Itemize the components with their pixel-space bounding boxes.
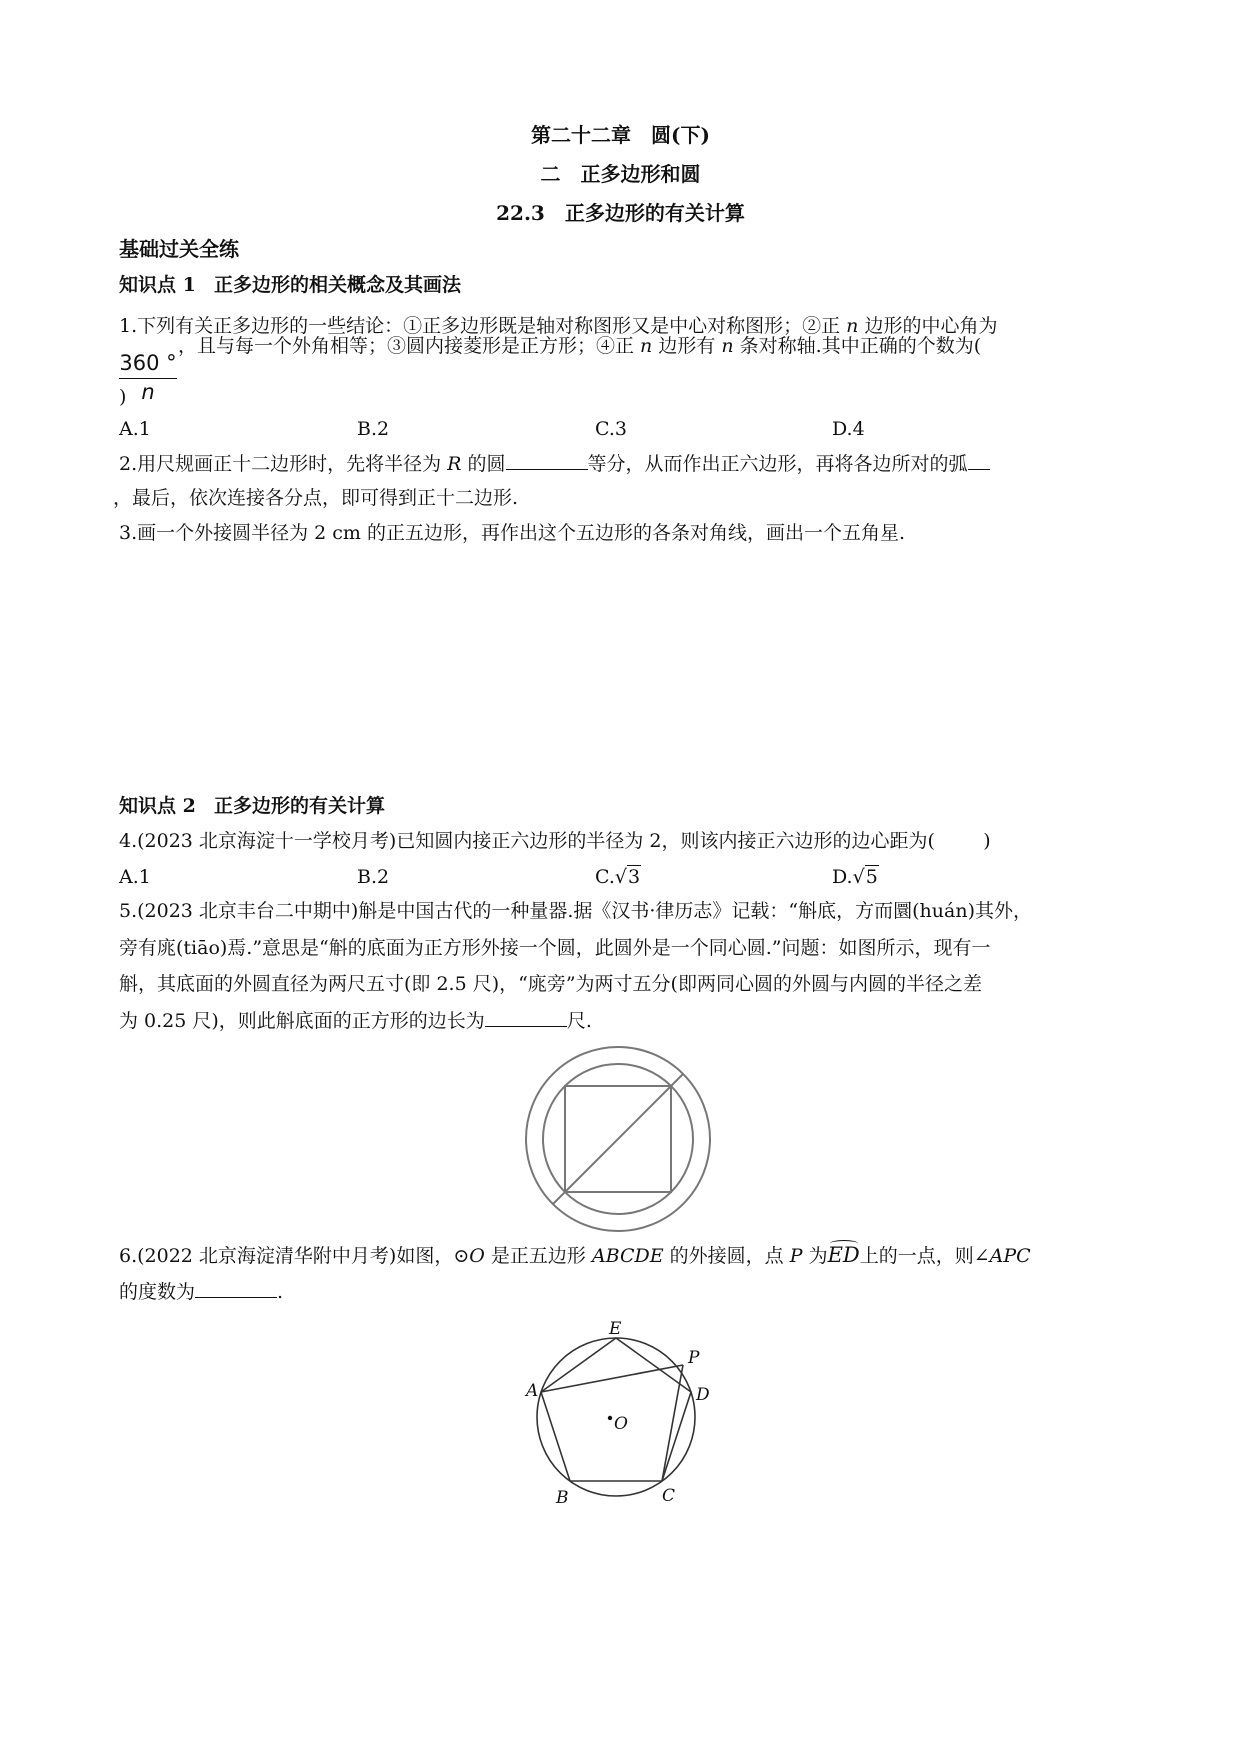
q2-text-a: 2.用尺规画正十二边形时，先将半径为 [119, 453, 448, 475]
practice-title: 基础过关全练 [119, 237, 239, 261]
kp1-label: 知识点 1 [119, 274, 196, 296]
section-title: 二 正多边形和圆 [540, 162, 701, 186]
segment-ap [541, 1365, 683, 1392]
q6-text-a: 6.(2022 北京海淀清华附中月考)如图，⊙ [119, 1245, 470, 1267]
q1-option-a[interactable]: A.1 [119, 418, 151, 440]
q5-line1: 5.(2023 北京丰台二中期中)斛是中国古代的一种量器.据《汉书·律历志》记载：“斛底，方而圜(huán)其外， [119, 900, 1033, 922]
hu-measure-figure [524, 1045, 712, 1233]
q1-text-b: 边形的中心角为 [858, 315, 998, 337]
chapter-title: 第二十二章 圆(下) [531, 123, 710, 147]
q6-text-f: 的度数为 [119, 1281, 196, 1303]
q6-answer-blank[interactable] [195, 1279, 277, 1298]
q1-line2 [178, 334, 981, 358]
q4-text [119, 829, 991, 853]
arc-label: ED [827, 1243, 860, 1267]
label-d: D [696, 1385, 710, 1405]
q2-text-b: 的圆 [461, 453, 506, 475]
center-point [608, 1416, 612, 1420]
knowledge-point-1 [119, 273, 461, 297]
pentagon-abcde [541, 1338, 691, 1481]
label-p: P [688, 1348, 700, 1368]
q3-text: 3.画一个外接圆半径为 2 cm 的正五边形，再作出这个五边形的各条对角线，画出一个五角星. [119, 522, 906, 544]
q6-line1 [119, 1243, 1031, 1268]
q1-var-n: n [846, 315, 859, 337]
q5-text-a: 为 0.25 尺)，则此斛底面的正方形的边长为 [119, 1010, 485, 1032]
fraction-360-over-n [119, 351, 177, 404]
q1-text-c: ，且与每一个外角相等；③圆内接菱形是正方形；④正 [178, 335, 641, 357]
arc-mark-icon [830, 1240, 858, 1247]
q6-var-abcde: ABCDE [591, 1245, 664, 1267]
q4-option-c[interactable] [595, 865, 641, 889]
q2-line2: ，最后，依次连接各分点，即可得到正十二边形. [113, 487, 519, 509]
q6-line2 [119, 1279, 283, 1304]
q6-var-o: O [469, 1245, 485, 1267]
q2-blank-2[interactable] [968, 451, 990, 470]
q6-var-apc: APC [989, 1245, 1031, 1267]
q5-answer-blank[interactable] [485, 1008, 567, 1027]
arc-ed [828, 1243, 860, 1268]
subsection-title: 22.3 正多边形的有关计算 [496, 201, 745, 225]
q2-line1 [119, 451, 990, 476]
q4-close-paren: ) [983, 830, 991, 852]
q6-var-p: P [789, 1245, 803, 1267]
kp1-title: 正多边形的相关概念及其画法 [213, 274, 461, 296]
q1-text-e: 条对称轴.其中正确的个数为( [733, 335, 982, 357]
q1-close-paren: ) [119, 386, 127, 408]
q4-option-d-prefix: D. [832, 866, 853, 888]
label-c: C [662, 1486, 676, 1506]
q1-option-c[interactable]: C.3 [595, 418, 627, 440]
knowledge-point-2 [119, 794, 385, 818]
label-o: O [614, 1414, 628, 1434]
q6-text-c: 的外接圆，点 [663, 1245, 790, 1267]
q4-option-a[interactable]: A.1 [119, 866, 151, 888]
sqrt-icon: √3 [614, 866, 641, 888]
q2-text-c: 等分，从而作出正六边形，再将各边所对的弧 [587, 453, 968, 475]
q1-var-n3: n [721, 335, 734, 357]
q5-text-b: 尺. [566, 1010, 592, 1032]
q1-text-a: 1.下列有关正多边形的一些结论：①正多边形既是轴对称图形又是中心对称图形；②正 [119, 315, 847, 337]
q6-text-d: 为 [802, 1245, 828, 1267]
q5-line2: 旁有庣(tiāo)焉.”意思是“斛的底面为正方形外接一个圆，此圆外是一个同心圆.”问题：如图所示，现有一 [119, 937, 991, 959]
q1-option-d[interactable]: D.4 [832, 418, 865, 440]
fraction-denominator: n [141, 380, 155, 404]
label-b: B [556, 1488, 569, 1508]
fraction-numerator: 360 ° [119, 351, 177, 379]
kp2-label: 知识点 2 [119, 795, 196, 817]
label-e: E [609, 1320, 622, 1339]
q6-text-b: 是正五边形 [484, 1245, 592, 1267]
q6-text-g: . [277, 1281, 284, 1303]
q1-text-d: 边形有 [652, 335, 722, 357]
q4-option-c-radicand: 3 [628, 866, 641, 888]
q1-var-n2: n [640, 335, 653, 357]
q5-line4 [119, 1008, 592, 1033]
q2-var-r: R [447, 453, 462, 475]
q4-option-d-radicand: 5 [865, 866, 878, 888]
sqrt-icon: √5 [852, 866, 878, 888]
q2-blank-1[interactable] [506, 451, 588, 470]
q1-option-b[interactable]: B.2 [357, 418, 390, 440]
kp2-title: 正多边形的有关计算 [213, 795, 385, 817]
pentagon-figure [520, 1320, 730, 1520]
q4-option-c-prefix: C. [595, 866, 615, 888]
q4-stem: 4.(2023 北京海淀十一学校月考)已知圆内接正六边形的半径为 2，则该内接正六边形的边心距为( [119, 830, 935, 852]
diagonal-line [553, 1074, 683, 1204]
q5-line3: 斛，其底面的外圆直径为两尺五寸(即 2.5 尺)，“庣旁”为两寸五分(即两同心圆的外圆与内圆的半径之差 [119, 973, 982, 995]
q6-text-e: 上的一点，则∠ [859, 1245, 990, 1267]
label-a: A [526, 1381, 539, 1401]
q4-option-d[interactable] [832, 865, 879, 889]
q4-option-b[interactable]: B.2 [357, 866, 390, 888]
